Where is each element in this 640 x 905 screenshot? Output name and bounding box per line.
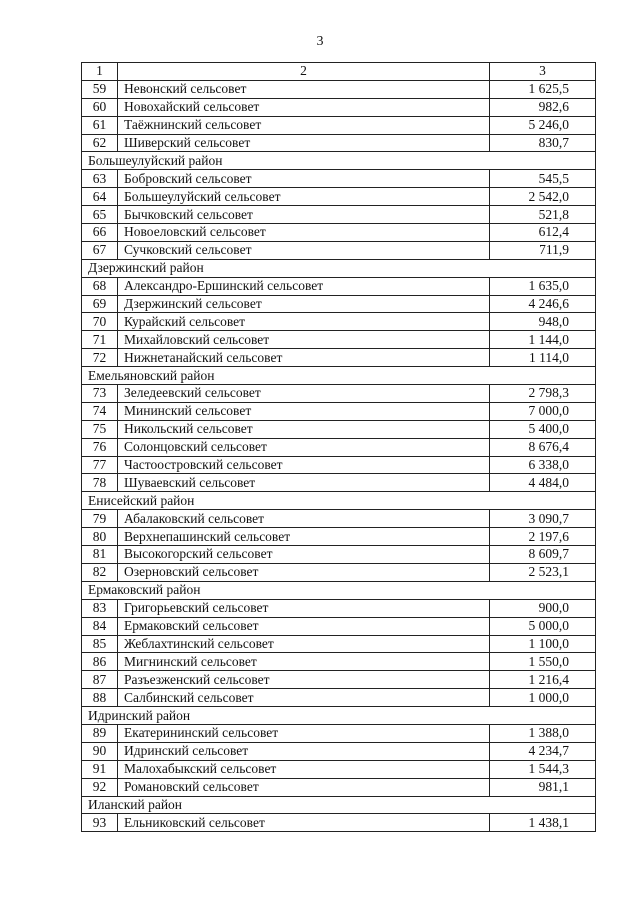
row-number: 82 [82,563,118,581]
row-number: 69 [82,295,118,313]
amount-value: 1 438,1 [490,814,596,832]
table-header-row [82,63,596,81]
district-row [82,707,596,725]
amount-value: 2 523,1 [490,563,596,581]
row-number: 91 [82,760,118,778]
amount-value: 7 000,0 [490,402,596,420]
row-number: 67 [82,241,118,259]
row-number: 92 [82,778,118,796]
amount-value: 4 234,7 [490,742,596,760]
table-body [82,80,596,831]
settlement-name: Новохайский сельсовет [118,98,490,116]
settlement-name: Мининский сельсовет [118,402,490,420]
row-number: 74 [82,402,118,420]
header-col-name: 2 [118,63,490,81]
amount-value: 1 635,0 [490,277,596,295]
amount-value: 5 246,0 [490,116,596,134]
table-row [82,814,596,832]
amount-value: 1 544,3 [490,760,596,778]
row-number: 63 [82,170,118,188]
table-row [82,438,596,456]
settlement-name: Идринский сельсовет [118,742,490,760]
settlement-name: Верхнепашинский сельсовет [118,528,490,546]
page-number: 3 [316,34,324,49]
table-row [82,617,596,635]
table-row [82,188,596,206]
settlement-name: Екатерининский сельсовет [118,724,490,742]
settlement-name: Новоеловский сельсовет [118,224,490,242]
row-number: 87 [82,671,118,689]
settlement-name: Солонцовский сельсовет [118,438,490,456]
settlement-name: Шуваевский сельсовет [118,474,490,492]
district-row [82,796,596,814]
amount-value: 981,1 [490,778,596,796]
amount-value: 1 388,0 [490,724,596,742]
row-number: 62 [82,134,118,152]
row-number: 90 [82,742,118,760]
amount-value: 1 100,0 [490,635,596,653]
row-number: 77 [82,456,118,474]
row-number: 70 [82,313,118,331]
amount-value: 1 216,4 [490,671,596,689]
settlement-name: Таёжнинский сельсовет [118,116,490,134]
header-col-value: 3 [490,63,596,81]
settlement-name: Никольский сельсовет [118,420,490,438]
row-number: 64 [82,188,118,206]
amount-value: 6 338,0 [490,456,596,474]
amount-value: 2 798,3 [490,385,596,403]
settlement-name: Частоостровский сельсовет [118,456,490,474]
row-number: 79 [82,510,118,528]
settlement-name: Жеблахтинский сельсовет [118,635,490,653]
amount-value: 545,5 [490,170,596,188]
settlement-name: Александро-Ершинский сельсовет [118,277,490,295]
table-row [82,98,596,116]
settlement-name: Абалаковский сельсовет [118,510,490,528]
table-row [82,420,596,438]
row-number: 76 [82,438,118,456]
table-row [82,116,596,134]
table-row [82,313,596,331]
amount-value: 830,7 [490,134,596,152]
amount-value: 5 000,0 [490,617,596,635]
table-row [82,241,596,259]
table-row [82,742,596,760]
amount-value: 8 609,7 [490,546,596,564]
settlement-name: Нижнетанайский сельсовет [118,349,490,367]
amount-value: 8 676,4 [490,438,596,456]
row-number: 60 [82,98,118,116]
amount-value: 2 542,0 [490,188,596,206]
district-name: Большеулуйский район [82,152,596,170]
table-row [82,689,596,707]
settlement-name: Сучковский сельсовет [118,241,490,259]
district-name: Дзержинский район [82,259,596,277]
table-row [82,528,596,546]
settlement-name: Малохабыкский сельсовет [118,760,490,778]
settlement-name: Высокогорский сельсовет [118,546,490,564]
table-row [82,80,596,98]
district-name: Идринский район [82,707,596,725]
row-number: 66 [82,224,118,242]
row-number: 68 [82,277,118,295]
settlement-name: Большеулуйский сельсовет [118,188,490,206]
district-name: Емельяновский район [82,367,596,385]
table-row [82,724,596,742]
row-number: 59 [82,80,118,98]
settlement-name: Бобровский сельсовет [118,170,490,188]
table-row [82,134,596,152]
amount-value: 1 000,0 [490,689,596,707]
table-row [82,331,596,349]
district-row [82,367,596,385]
amount-value: 5 400,0 [490,420,596,438]
settlement-name: Дзержинский сельсовет [118,295,490,313]
settlement-name: Курайский сельсовет [118,313,490,331]
row-number: 84 [82,617,118,635]
table-row [82,653,596,671]
table-row [82,760,596,778]
row-number: 89 [82,724,118,742]
row-number: 80 [82,528,118,546]
table-row [82,349,596,367]
header-col-number: 1 [82,63,118,81]
table-row [82,510,596,528]
row-number: 93 [82,814,118,832]
amount-value: 2 197,6 [490,528,596,546]
settlement-name: Мигнинский сельсовет [118,653,490,671]
district-name: Ермаковский район [82,581,596,599]
allocation-table [81,62,596,832]
table-row [82,546,596,564]
amount-value: 4 246,6 [490,295,596,313]
table-row [82,671,596,689]
amount-value: 612,4 [490,224,596,242]
amount-value: 948,0 [490,313,596,331]
district-row [82,259,596,277]
settlement-name: Невонский сельсовет [118,80,490,98]
amount-value: 1 550,0 [490,653,596,671]
row-number: 85 [82,635,118,653]
settlement-name: Зеледеевский сельсовет [118,385,490,403]
amount-value: 3 090,7 [490,510,596,528]
settlement-name: Салбинский сельсовет [118,689,490,707]
settlement-name: Шиверский сельсовет [118,134,490,152]
table-row [82,385,596,403]
row-number: 88 [82,689,118,707]
table-row [82,563,596,581]
row-number: 72 [82,349,118,367]
table-row [82,295,596,313]
amount-value: 1 625,5 [490,80,596,98]
settlement-name: Разъезженский сельсовет [118,671,490,689]
settlement-name: Озерновский сельсовет [118,563,490,581]
row-number: 81 [82,546,118,564]
district-row [82,492,596,510]
row-number: 86 [82,653,118,671]
district-row [82,581,596,599]
amount-value: 1 144,0 [490,331,596,349]
table-row [82,224,596,242]
row-number: 73 [82,385,118,403]
amount-value: 982,6 [490,98,596,116]
district-row [82,152,596,170]
row-number: 83 [82,599,118,617]
table-row [82,635,596,653]
settlement-name: Михайловский сельсовет [118,331,490,349]
amount-value: 711,9 [490,241,596,259]
row-number: 75 [82,420,118,438]
amount-value: 521,8 [490,206,596,224]
table-row [82,277,596,295]
district-name: Иланский район [82,796,596,814]
table-row [82,402,596,420]
amount-value: 4 484,0 [490,474,596,492]
amount-value: 1 114,0 [490,349,596,367]
row-number: 61 [82,116,118,134]
row-number: 65 [82,206,118,224]
settlement-name: Ельниковский сельсовет [118,814,490,832]
district-name: Енисейский район [82,492,596,510]
row-number: 78 [82,474,118,492]
table-row [82,170,596,188]
settlement-name: Бычковский сельсовет [118,206,490,224]
row-number: 71 [82,331,118,349]
settlement-name: Романовский сельсовет [118,778,490,796]
table-row [82,456,596,474]
settlement-name: Ермаковский сельсовет [118,617,490,635]
settlement-name: Григорьевский сельсовет [118,599,490,617]
amount-value: 900,0 [490,599,596,617]
table-row [82,206,596,224]
table-row [82,599,596,617]
table-row [82,474,596,492]
table-row [82,778,596,796]
